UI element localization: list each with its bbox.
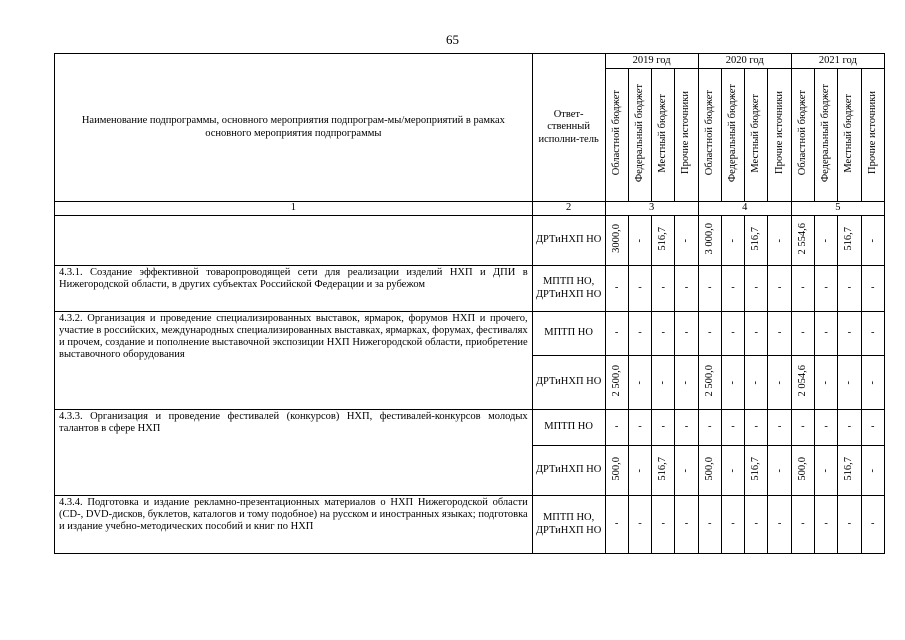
header-row-years [55,54,885,69]
row-name [55,216,533,266]
value-cell: - [745,266,768,312]
value-cell: - [791,496,814,554]
row-executor: ДРТиНХП НО [532,446,605,496]
row-executor: МПТП НО [532,312,605,356]
source-header: Федеральный бюджет [815,69,838,202]
value-cell: - [721,356,744,410]
row-name: 4.3.4. Подготовка и издание рекламно-презентационных материалов о НХП Нижегородской области (CD-, DVD-дисков, буклетов, каталогов и тому подобное) на русском и иностранных языках; подготовка и издание учебно-методических пособий и книг по НХП [55,496,533,554]
value-cell: - [838,266,861,312]
value-cell: - [768,216,791,266]
value-cell: - [861,410,884,446]
value-cell: 2 554,6 [791,216,814,266]
page-number: 65 [446,32,459,47]
value-cell: - [838,410,861,446]
value-cell: - [675,312,698,356]
value-cell: - [768,496,791,554]
value-cell: - [605,312,628,356]
column-number-row [55,202,885,216]
row-executor: МПТП НО, ДРТиНХП НО [532,496,605,554]
value-cell: - [698,312,721,356]
value-cell: - [768,356,791,410]
value-cell: 3 000,0 [698,216,721,266]
source-header: Прочие источники [861,69,884,202]
source-header: Местный бюджет [838,69,861,202]
value-cell: - [628,410,651,446]
value-cell: - [675,496,698,554]
value-cell: - [675,266,698,312]
row-name: 4.3.2. Организация и проведение специализированных выставок, ярмарок, форумов НХП и прочего, участие в российских, международных специализированных выставках, ярмарках, форумах, фестивалях и прочем, создание и пополнение выставочной экспозиции НХП Нижегородской области, приобретение выставочного оборудования [55,312,533,410]
value-cell: - [721,266,744,312]
value-cell: - [768,266,791,312]
header-name: Наименование подпрограммы, основного мероприятия подпрограм-мы/мероприятий в рамках основного мероприятия подпрограммы [55,54,533,202]
header-year-2021: 2021 год [791,54,884,69]
value-cell: - [721,216,744,266]
value-cell: 500,0 [791,446,814,496]
row-executor: ДРТиНХП НО [532,356,605,410]
row-name: 4.3.1. Создание эффективной товаропроводящей сети для реализации изделий НХП и ДПИ в Нижегородской области, в других субъектах Российской Федерации и за рубежом [55,266,533,312]
value-cell: - [745,312,768,356]
source-header: Областной бюджет [605,69,628,202]
value-cell: - [815,446,838,496]
header-executor: Ответ-ственный исполни-тель [532,54,605,202]
value-cell: - [721,496,744,554]
source-header: Федеральный бюджет [628,69,651,202]
value-cell: - [652,496,675,554]
value-cell: - [721,410,744,446]
value-cell: 3000,0 [605,216,628,266]
source-header: Местный бюджет [652,69,675,202]
value-cell: - [768,410,791,446]
value-cell: - [745,356,768,410]
value-cell: - [628,266,651,312]
value-cell: - [652,312,675,356]
source-header: Прочие источники [675,69,698,202]
source-header: Областной бюджет [698,69,721,202]
value-cell: - [652,410,675,446]
value-cell: - [861,312,884,356]
value-cell: 516,7 [745,446,768,496]
value-cell: - [815,496,838,554]
header-year-2019: 2019 год [605,54,698,69]
value-cell: - [628,356,651,410]
value-cell: - [861,496,884,554]
value-cell: - [861,216,884,266]
value-cell: - [815,410,838,446]
value-cell: - [628,312,651,356]
row-executor: МПТП НО [532,410,605,446]
table-row [55,216,885,266]
source-header: Прочие источники [768,69,791,202]
value-cell: 516,7 [652,216,675,266]
row-executor: МПТП НО, ДРТиНХП НО [532,266,605,312]
value-cell: - [675,446,698,496]
value-cell: - [675,356,698,410]
column-number: 4 [698,202,791,216]
table-row [55,312,885,356]
row-executor: ДРТиНХП НО [532,216,605,266]
value-cell: 516,7 [838,446,861,496]
value-cell: - [791,410,814,446]
value-cell: - [838,356,861,410]
value-cell: - [628,496,651,554]
value-cell: - [675,410,698,446]
value-cell: - [838,312,861,356]
value-cell: - [768,446,791,496]
value-cell: 516,7 [838,216,861,266]
column-number: 3 [605,202,698,216]
source-header: Федеральный бюджет [721,69,744,202]
value-cell: - [628,446,651,496]
value-cell: - [791,266,814,312]
value-cell: - [815,266,838,312]
value-cell: 516,7 [652,446,675,496]
source-header: Местный бюджет [745,69,768,202]
value-cell: 2 500,0 [605,356,628,410]
source-header: Областной бюджет [791,69,814,202]
value-cell: - [815,356,838,410]
row-name: 4.3.3. Организация и проведение фестивалей (конкурсов) НХП, фестивалей-конкурсов молодых талантов в сфере НХП [55,410,533,496]
value-cell: - [745,496,768,554]
value-cell: 500,0 [698,446,721,496]
value-cell: - [698,266,721,312]
value-cell: - [721,446,744,496]
column-number: 2 [532,202,605,216]
value-cell: - [652,266,675,312]
value-cell: - [861,266,884,312]
budget-table [54,53,885,554]
value-cell: 516,7 [745,216,768,266]
value-cell: 2 500,0 [698,356,721,410]
table-row [55,410,885,446]
column-number: 1 [55,202,533,216]
value-cell: - [652,356,675,410]
value-cell: - [815,312,838,356]
value-cell: - [698,496,721,554]
value-cell: - [791,312,814,356]
value-cell: - [745,410,768,446]
value-cell: - [605,496,628,554]
table-row [55,496,885,554]
value-cell: - [721,312,744,356]
value-cell: - [605,266,628,312]
value-cell: - [768,312,791,356]
value-cell: 2 054,6 [791,356,814,410]
table-row [55,266,885,312]
header-year-2020: 2020 год [698,54,791,69]
value-cell: 500,0 [605,446,628,496]
value-cell: - [815,216,838,266]
value-cell: - [605,410,628,446]
value-cell: - [838,496,861,554]
column-number: 5 [791,202,884,216]
value-cell: - [628,216,651,266]
value-cell: - [861,446,884,496]
value-cell: - [675,216,698,266]
value-cell: - [698,410,721,446]
value-cell: - [861,356,884,410]
